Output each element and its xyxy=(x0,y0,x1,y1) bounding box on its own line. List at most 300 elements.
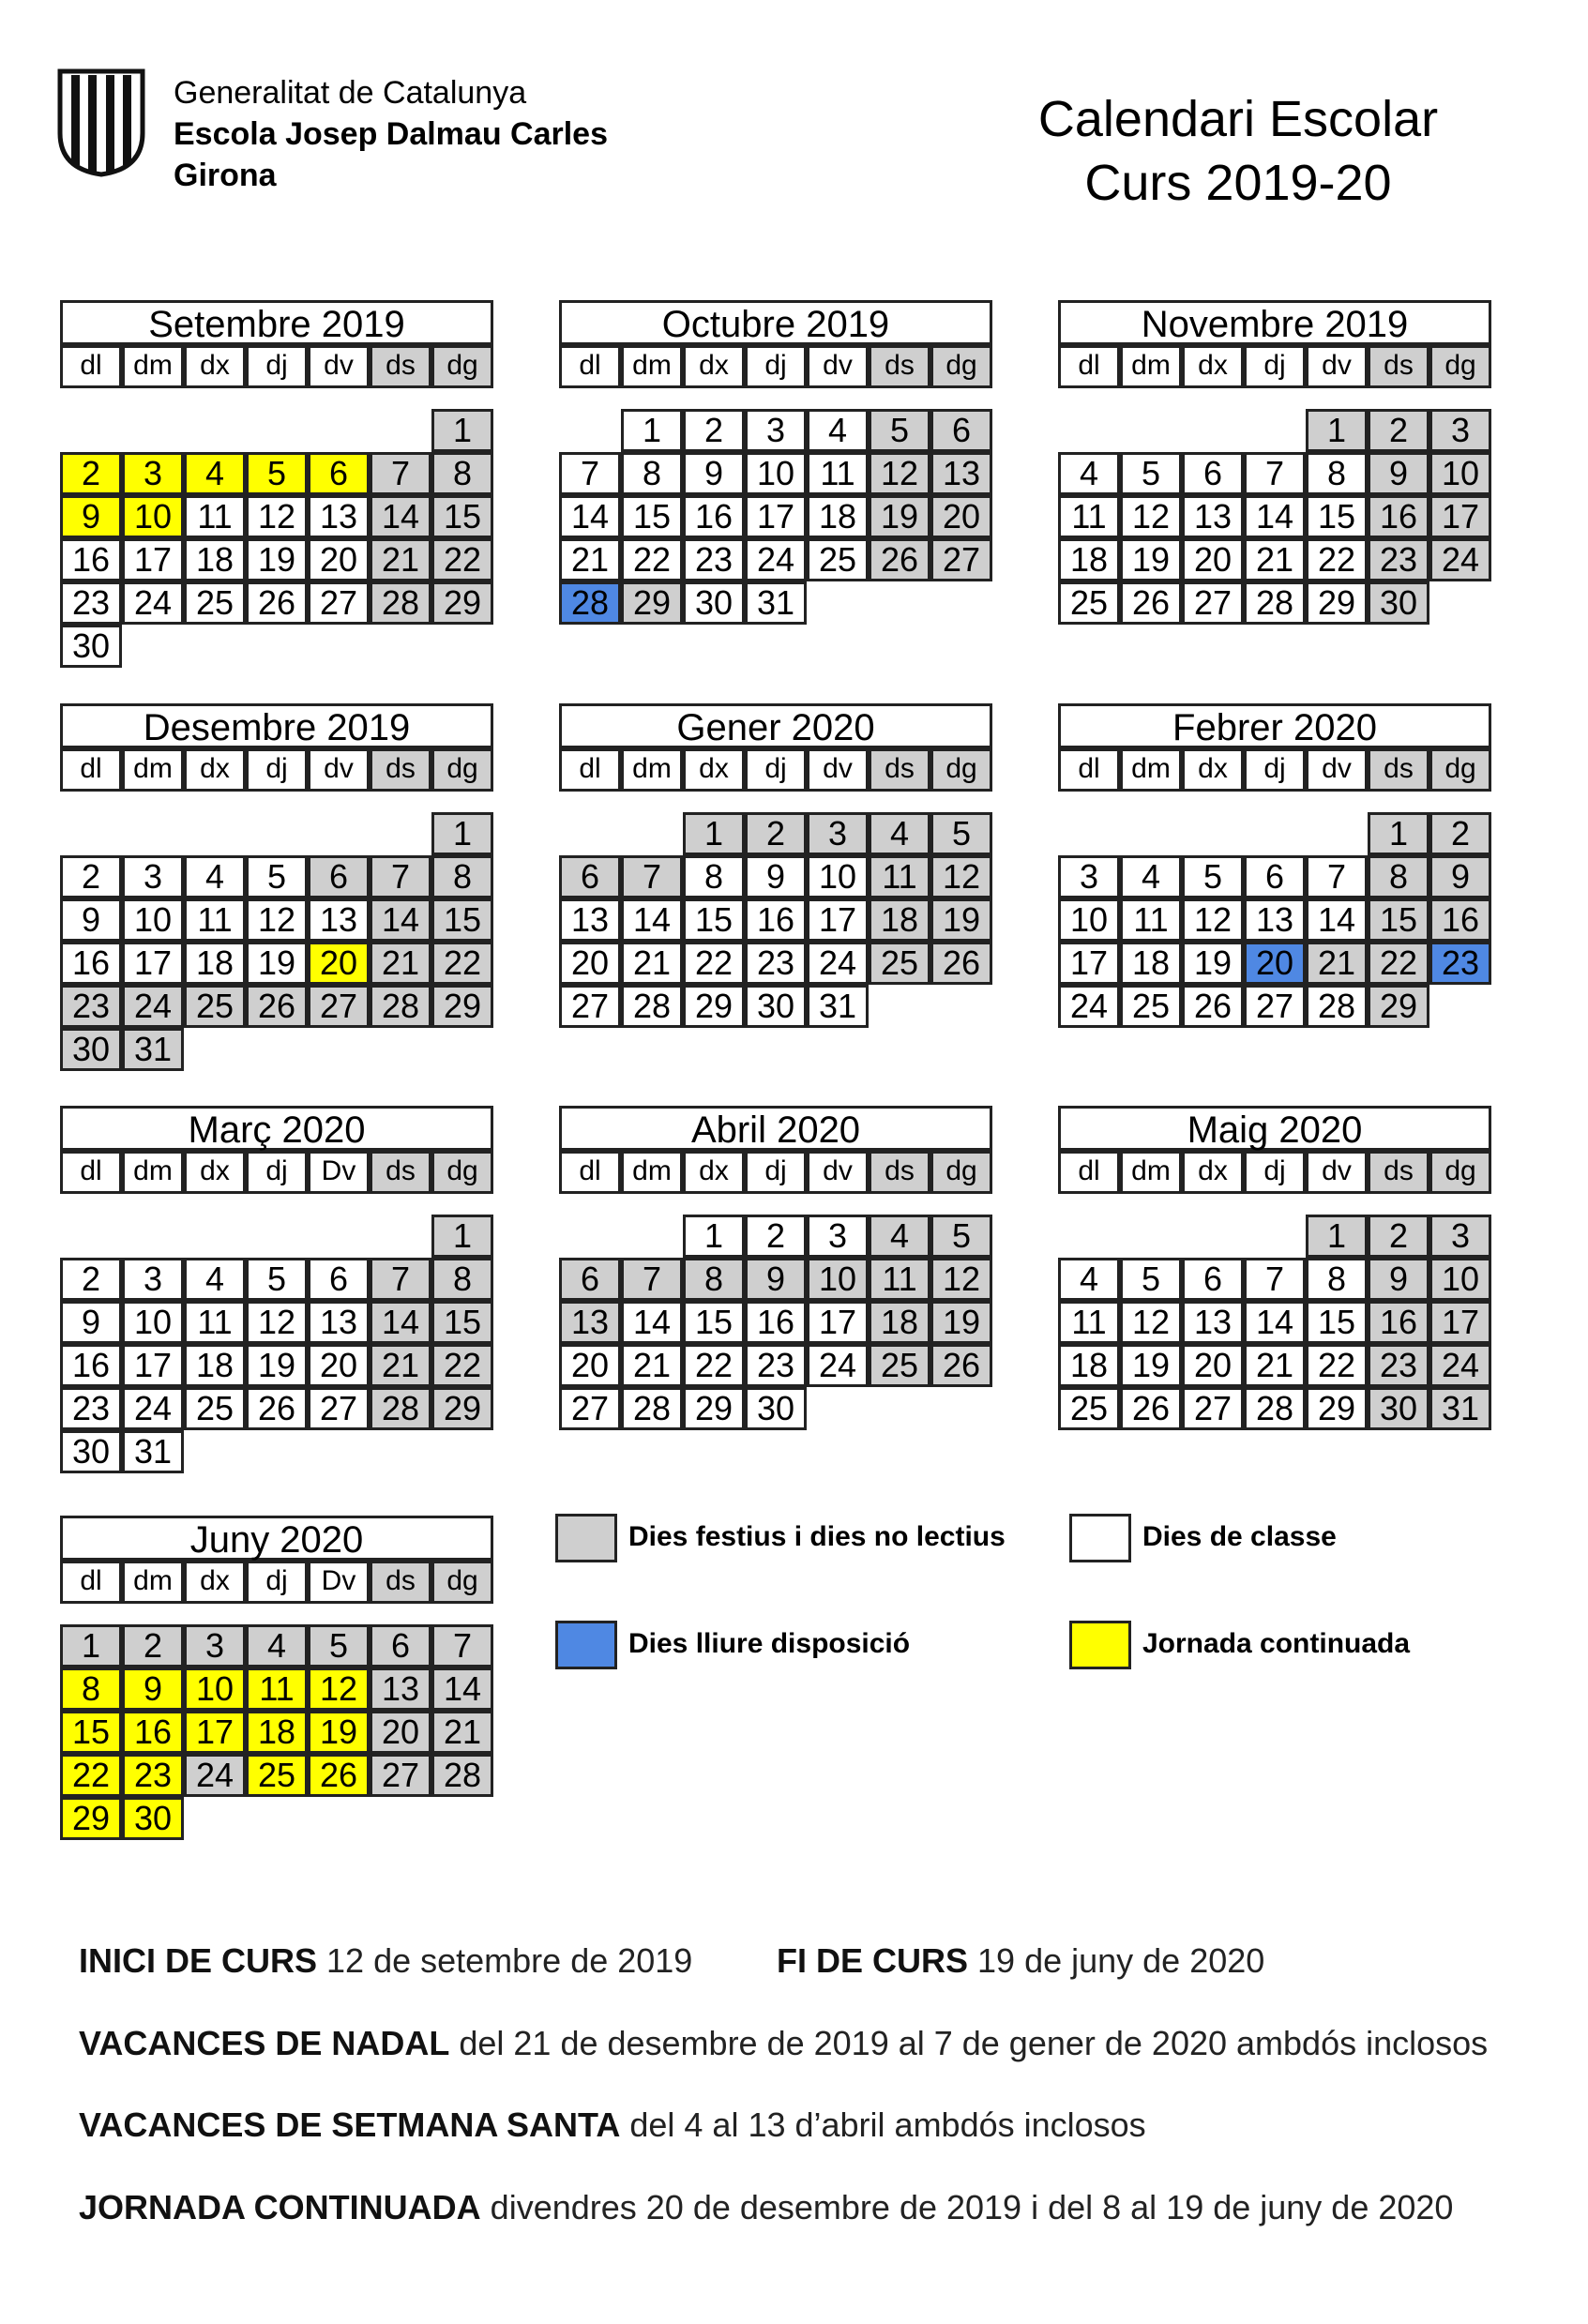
day-cell: 24 xyxy=(122,1387,184,1430)
day-cell: 27 xyxy=(1182,1387,1244,1430)
day-cell: 29 xyxy=(1306,581,1368,625)
day-cell: 16 xyxy=(1368,495,1429,538)
day-cell: 5 xyxy=(246,452,308,495)
day-cell: 19 xyxy=(1182,942,1244,985)
day-cell: 3 xyxy=(184,1624,246,1668)
day-cell: 28 xyxy=(621,985,683,1028)
day-cell: 8 xyxy=(621,452,683,495)
day-cell: 14 xyxy=(431,1668,493,1711)
weekday-header: dg xyxy=(930,1151,992,1194)
day-cell: 16 xyxy=(683,495,745,538)
day-cell: 13 xyxy=(1182,1301,1244,1344)
weekday-header: dg xyxy=(431,1151,493,1194)
day-cell: 27 xyxy=(308,1387,370,1430)
day-cell: 18 xyxy=(1058,538,1120,581)
day-cell: 28 xyxy=(370,985,431,1028)
day-cell: 24 xyxy=(122,581,184,625)
fact-start xyxy=(79,1941,692,1981)
day-cell: 23 xyxy=(1368,1344,1429,1387)
day-cell: 22 xyxy=(60,1754,122,1797)
day-cell: 1 xyxy=(1306,1215,1368,1258)
day-cell: 27 xyxy=(559,1387,621,1430)
day-cell: 21 xyxy=(1306,942,1368,985)
month-title: Novembre 2019 xyxy=(1058,300,1491,345)
day-cell: 21 xyxy=(370,538,431,581)
day-cell: 31 xyxy=(122,1028,184,1071)
day-cell: 6 xyxy=(1244,855,1306,898)
day-cell: 7 xyxy=(1244,452,1306,495)
fact-nadal-value: del 21 de desembre de 2019 al 7 de gener de 2020 ambdós inclosos xyxy=(449,2024,1489,2062)
day-cell: 27 xyxy=(308,581,370,625)
weekday-header: dg xyxy=(1429,748,1491,792)
weekday-header: Dv xyxy=(308,1151,370,1194)
day-cell: 22 xyxy=(1368,942,1429,985)
day-cell: 30 xyxy=(683,581,745,625)
day-cell: 2 xyxy=(60,452,122,495)
senyera-shield-icon xyxy=(56,68,146,178)
day-cell: 31 xyxy=(745,581,807,625)
day-cell: 13 xyxy=(308,1301,370,1344)
fact-end-value: 19 de juny de 2020 xyxy=(968,1941,1265,1980)
day-cell: 9 xyxy=(60,1301,122,1344)
day-cell: 1 xyxy=(1306,409,1368,452)
day-cell: 17 xyxy=(184,1711,246,1754)
day-cell: 19 xyxy=(246,538,308,581)
day-cell: 24 xyxy=(184,1754,246,1797)
day-cell: 17 xyxy=(745,495,807,538)
day-cell: 12 xyxy=(1120,495,1182,538)
day-cell: 17 xyxy=(807,898,869,942)
day-cell: 26 xyxy=(1120,1387,1182,1430)
day-cell: 5 xyxy=(930,812,992,855)
day-cell: 21 xyxy=(1244,1344,1306,1387)
day-cell: 7 xyxy=(621,1258,683,1301)
day-cell: 30 xyxy=(1368,1387,1429,1430)
weekday-header: dx xyxy=(184,1561,246,1604)
day-cell: 29 xyxy=(60,1797,122,1840)
day-cell: 28 xyxy=(621,1387,683,1430)
day-cell: 20 xyxy=(370,1711,431,1754)
weekday-header: ds xyxy=(869,748,930,792)
weekday-header: dl xyxy=(559,345,621,388)
day-cell: 18 xyxy=(184,538,246,581)
day-cell: 14 xyxy=(1244,495,1306,538)
day-cell: 5 xyxy=(930,1215,992,1258)
month-title: Gener 2020 xyxy=(559,703,992,748)
day-cell: 19 xyxy=(246,1344,308,1387)
legend-swatch-jornada xyxy=(1069,1621,1131,1669)
day-cell: 11 xyxy=(1058,1301,1120,1344)
day-cell: 6 xyxy=(559,1258,621,1301)
day-cell: 12 xyxy=(246,1301,308,1344)
day-cell: 8 xyxy=(431,452,493,495)
day-cell: 18 xyxy=(807,495,869,538)
day-cell: 15 xyxy=(1368,898,1429,942)
day-cell: 23 xyxy=(60,581,122,625)
day-cell: 28 xyxy=(370,581,431,625)
day-cell: 16 xyxy=(1368,1301,1429,1344)
weekday-header: dm xyxy=(122,1561,184,1604)
day-cell: 7 xyxy=(431,1624,493,1668)
day-cell: 17 xyxy=(807,1301,869,1344)
day-cell: 4 xyxy=(184,452,246,495)
day-cell: 27 xyxy=(370,1754,431,1797)
day-cell: 23 xyxy=(745,942,807,985)
weekday-header: dg xyxy=(431,1561,493,1604)
weekday-header: dx xyxy=(683,345,745,388)
day-cell: 5 xyxy=(246,1258,308,1301)
weekday-header: dl xyxy=(1058,748,1120,792)
day-cell: 15 xyxy=(431,898,493,942)
day-cell: 19 xyxy=(930,1301,992,1344)
day-cell: 8 xyxy=(683,1258,745,1301)
day-cell: 23 xyxy=(60,1387,122,1430)
weekday-header: dj xyxy=(246,1561,308,1604)
day-cell: 10 xyxy=(122,495,184,538)
day-cell: 12 xyxy=(869,452,930,495)
day-cell: 10 xyxy=(122,1301,184,1344)
fact-santa-value: del 4 al 13 d’abril ambdós inclosos xyxy=(620,2105,1146,2144)
weekday-header: dm xyxy=(621,748,683,792)
day-cell: 26 xyxy=(930,942,992,985)
day-cell: 20 xyxy=(308,942,370,985)
weekday-header: dj xyxy=(745,748,807,792)
day-cell: 24 xyxy=(1058,985,1120,1028)
day-cell: 14 xyxy=(559,495,621,538)
day-cell: 7 xyxy=(370,855,431,898)
day-cell: 30 xyxy=(60,625,122,668)
day-cell: 21 xyxy=(559,538,621,581)
month-title: Febrer 2020 xyxy=(1058,703,1491,748)
legend-label-class: Dies de classe xyxy=(1142,1521,1337,1552)
day-cell: 7 xyxy=(559,452,621,495)
day-cell: 16 xyxy=(60,538,122,581)
day-cell: 9 xyxy=(122,1668,184,1711)
day-cell: 14 xyxy=(621,898,683,942)
fact-start-label: INICI DE CURS xyxy=(79,1941,318,1980)
day-cell: 19 xyxy=(869,495,930,538)
day-cell: 14 xyxy=(370,495,431,538)
weekday-header: dl xyxy=(60,1561,122,1604)
day-cell: 27 xyxy=(1182,581,1244,625)
fact-jornada-value: divendres 20 de desembre de 2019 i del 8 al 19 de juny de 2020 xyxy=(480,2188,1454,2226)
day-cell: 11 xyxy=(869,1258,930,1301)
day-cell: 20 xyxy=(930,495,992,538)
fact-nadal-label: VACANCES DE NADAL xyxy=(79,2024,450,2062)
day-cell: 26 xyxy=(246,581,308,625)
day-cell: 25 xyxy=(1058,581,1120,625)
day-cell: 26 xyxy=(930,1344,992,1387)
weekday-header: dm xyxy=(621,345,683,388)
day-cell: 22 xyxy=(431,942,493,985)
day-cell: 3 xyxy=(807,1215,869,1258)
day-cell: 11 xyxy=(184,898,246,942)
day-cell: 25 xyxy=(184,581,246,625)
day-cell: 22 xyxy=(683,942,745,985)
day-cell: 27 xyxy=(308,985,370,1028)
day-cell: 28 xyxy=(431,1754,493,1797)
day-cell: 13 xyxy=(1182,495,1244,538)
day-cell: 23 xyxy=(60,985,122,1028)
day-cell: 29 xyxy=(683,985,745,1028)
day-cell: 22 xyxy=(683,1344,745,1387)
weekday-header: dv xyxy=(308,345,370,388)
day-cell: 21 xyxy=(370,1344,431,1387)
day-cell: 12 xyxy=(308,1668,370,1711)
weekday-header: dv xyxy=(807,748,869,792)
day-cell: 28 xyxy=(559,581,621,625)
day-cell: 3 xyxy=(1058,855,1120,898)
day-cell: 4 xyxy=(1058,452,1120,495)
day-cell: 10 xyxy=(807,1258,869,1301)
day-cell: 21 xyxy=(431,1711,493,1754)
day-cell: 7 xyxy=(1244,1258,1306,1301)
day-cell: 1 xyxy=(621,409,683,452)
weekday-header: dv xyxy=(308,748,370,792)
weekday-header: ds xyxy=(1368,1151,1429,1194)
day-cell: 22 xyxy=(1306,538,1368,581)
weekday-header: dj xyxy=(1244,1151,1306,1194)
day-cell: 12 xyxy=(930,855,992,898)
day-cell: 19 xyxy=(246,942,308,985)
day-cell: 17 xyxy=(122,538,184,581)
day-cell: 17 xyxy=(122,1344,184,1387)
day-cell: 12 xyxy=(1120,1301,1182,1344)
day-cell: 13 xyxy=(930,452,992,495)
day-cell: 31 xyxy=(122,1430,184,1473)
day-cell: 13 xyxy=(308,898,370,942)
weekday-header: dm xyxy=(1120,748,1182,792)
day-cell: 4 xyxy=(184,1258,246,1301)
day-cell: 11 xyxy=(1058,495,1120,538)
day-cell: 19 xyxy=(308,1711,370,1754)
weekday-header: dj xyxy=(246,1151,308,1194)
day-cell: 9 xyxy=(1368,1258,1429,1301)
day-cell: 7 xyxy=(370,452,431,495)
day-cell: 30 xyxy=(745,985,807,1028)
day-cell: 28 xyxy=(1306,985,1368,1028)
day-cell: 4 xyxy=(184,855,246,898)
day-cell: 26 xyxy=(1182,985,1244,1028)
day-cell: 13 xyxy=(308,495,370,538)
day-cell: 6 xyxy=(308,452,370,495)
day-cell: 22 xyxy=(1306,1344,1368,1387)
page-subtitle: Curs 2019-20 xyxy=(1084,155,1392,211)
month-title: Abril 2020 xyxy=(559,1106,992,1151)
day-cell: 1 xyxy=(683,812,745,855)
weekday-header: dl xyxy=(60,748,122,792)
day-cell: 20 xyxy=(308,1344,370,1387)
day-cell: 24 xyxy=(1429,1344,1491,1387)
day-cell: 4 xyxy=(1120,855,1182,898)
day-cell: 28 xyxy=(370,1387,431,1430)
day-cell: 16 xyxy=(745,898,807,942)
weekday-header: dg xyxy=(930,748,992,792)
page-title: Calendari Escolar xyxy=(1037,91,1439,147)
day-cell: 24 xyxy=(807,1344,869,1387)
day-cell: 25 xyxy=(246,1754,308,1797)
day-cell: 28 xyxy=(1244,581,1306,625)
day-cell: 4 xyxy=(869,812,930,855)
day-cell: 18 xyxy=(184,942,246,985)
day-cell: 29 xyxy=(431,985,493,1028)
day-cell: 9 xyxy=(1368,452,1429,495)
day-cell: 20 xyxy=(1244,942,1306,985)
weekday-header: ds xyxy=(1368,748,1429,792)
day-cell: 15 xyxy=(621,495,683,538)
weekday-header: dl xyxy=(60,345,122,388)
day-cell: 3 xyxy=(122,1258,184,1301)
day-cell: 23 xyxy=(683,538,745,581)
day-cell: 8 xyxy=(1368,855,1429,898)
day-cell: 1 xyxy=(1368,812,1429,855)
day-cell: 6 xyxy=(370,1624,431,1668)
day-cell: 13 xyxy=(559,1301,621,1344)
weekday-header: dm xyxy=(122,1151,184,1194)
weekday-header: dx xyxy=(683,748,745,792)
weekday-header: dj xyxy=(745,1151,807,1194)
day-cell: 25 xyxy=(869,942,930,985)
weekday-header: dg xyxy=(1429,345,1491,388)
day-cell: 6 xyxy=(559,855,621,898)
weekday-header: ds xyxy=(869,1151,930,1194)
day-cell: 17 xyxy=(1058,942,1120,985)
day-cell: 29 xyxy=(431,1387,493,1430)
day-cell: 9 xyxy=(60,898,122,942)
org-name: Generalitat de Catalunya xyxy=(174,75,527,111)
day-cell: 2 xyxy=(745,812,807,855)
weekday-header: dj xyxy=(745,345,807,388)
weekday-header: ds xyxy=(1368,345,1429,388)
day-cell: 30 xyxy=(60,1028,122,1071)
weekday-header: dx xyxy=(1182,748,1244,792)
fact-nadal xyxy=(79,2024,1488,2063)
day-cell: 5 xyxy=(869,409,930,452)
city-name: Girona xyxy=(174,158,277,193)
day-cell: 18 xyxy=(1120,942,1182,985)
day-cell: 17 xyxy=(1429,495,1491,538)
day-cell: 14 xyxy=(370,1301,431,1344)
weekday-header: dm xyxy=(122,748,184,792)
weekday-header: dg xyxy=(1429,1151,1491,1194)
day-cell: 5 xyxy=(1120,452,1182,495)
month-title: Juny 2020 xyxy=(60,1516,493,1561)
day-cell: 10 xyxy=(1058,898,1120,942)
day-cell: 24 xyxy=(745,538,807,581)
weekday-header: dm xyxy=(1120,345,1182,388)
day-cell: 3 xyxy=(1429,1215,1491,1258)
day-cell: 2 xyxy=(122,1624,184,1668)
day-cell: 5 xyxy=(308,1624,370,1668)
day-cell: 7 xyxy=(370,1258,431,1301)
day-cell: 15 xyxy=(1306,1301,1368,1344)
weekday-header: dx xyxy=(184,748,246,792)
day-cell: 22 xyxy=(431,538,493,581)
day-cell: 23 xyxy=(1368,538,1429,581)
weekday-header: dm xyxy=(1120,1151,1182,1194)
weekday-header: dl xyxy=(1058,1151,1120,1194)
day-cell: 18 xyxy=(869,898,930,942)
day-cell: 4 xyxy=(807,409,869,452)
day-cell: 18 xyxy=(869,1301,930,1344)
day-cell: 19 xyxy=(1120,1344,1182,1387)
day-cell: 10 xyxy=(1429,452,1491,495)
day-cell: 25 xyxy=(184,1387,246,1430)
day-cell: 12 xyxy=(930,1258,992,1301)
day-cell: 23 xyxy=(122,1754,184,1797)
day-cell: 10 xyxy=(184,1668,246,1711)
day-cell: 29 xyxy=(431,581,493,625)
weekday-header: dx xyxy=(1182,345,1244,388)
day-cell: 18 xyxy=(246,1711,308,1754)
fact-jornada xyxy=(79,2188,1453,2227)
day-cell: 29 xyxy=(1306,1387,1368,1430)
weekday-header: dj xyxy=(246,748,308,792)
day-cell: 20 xyxy=(1182,1344,1244,1387)
day-cell: 18 xyxy=(184,1344,246,1387)
fact-santa-label: VACANCES DE SETMANA SANTA xyxy=(79,2105,621,2144)
month-title: Maig 2020 xyxy=(1058,1106,1491,1151)
weekday-header: dx xyxy=(683,1151,745,1194)
day-cell: 12 xyxy=(1182,898,1244,942)
day-cell: 21 xyxy=(370,942,431,985)
day-cell: 22 xyxy=(621,538,683,581)
day-cell: 30 xyxy=(745,1387,807,1430)
day-cell: 15 xyxy=(683,1301,745,1344)
weekday-header: dg xyxy=(431,345,493,388)
fact-end-label: FI DE CURS xyxy=(777,1941,969,1980)
fact-end xyxy=(777,1941,1264,1981)
day-cell: 5 xyxy=(1182,855,1244,898)
day-cell: 13 xyxy=(559,898,621,942)
legend-label-free: Dies lliure disposició xyxy=(628,1628,911,1659)
weekday-header: dj xyxy=(1244,345,1306,388)
legend-swatch-holiday xyxy=(555,1514,617,1562)
school-name: Escola Josep Dalmau Carles xyxy=(174,116,609,152)
day-cell: 8 xyxy=(431,855,493,898)
weekday-header: dv xyxy=(807,345,869,388)
weekday-header: dx xyxy=(184,345,246,388)
day-cell: 1 xyxy=(683,1215,745,1258)
day-cell: 19 xyxy=(1120,538,1182,581)
day-cell: 25 xyxy=(869,1344,930,1387)
day-cell: 14 xyxy=(1244,1301,1306,1344)
day-cell: 12 xyxy=(246,495,308,538)
day-cell: 29 xyxy=(683,1387,745,1430)
day-cell: 16 xyxy=(122,1711,184,1754)
day-cell: 11 xyxy=(869,855,930,898)
day-cell: 3 xyxy=(122,855,184,898)
day-cell: 21 xyxy=(621,1344,683,1387)
day-cell: 3 xyxy=(1429,409,1491,452)
weekday-header: ds xyxy=(370,345,431,388)
weekday-header: dl xyxy=(559,748,621,792)
day-cell: 16 xyxy=(1429,898,1491,942)
day-cell: 20 xyxy=(308,538,370,581)
day-cell: 22 xyxy=(431,1344,493,1387)
day-cell: 9 xyxy=(745,1258,807,1301)
day-cell: 10 xyxy=(122,898,184,942)
day-cell: 11 xyxy=(1120,898,1182,942)
day-cell: 26 xyxy=(246,985,308,1028)
day-cell: 8 xyxy=(1306,1258,1368,1301)
legend-swatch-free xyxy=(555,1621,617,1669)
day-cell: 21 xyxy=(1244,538,1306,581)
day-cell: 31 xyxy=(807,985,869,1028)
day-cell: 25 xyxy=(807,538,869,581)
legend-label-jornada: Jornada continuada xyxy=(1142,1628,1411,1659)
day-cell: 11 xyxy=(184,1301,246,1344)
